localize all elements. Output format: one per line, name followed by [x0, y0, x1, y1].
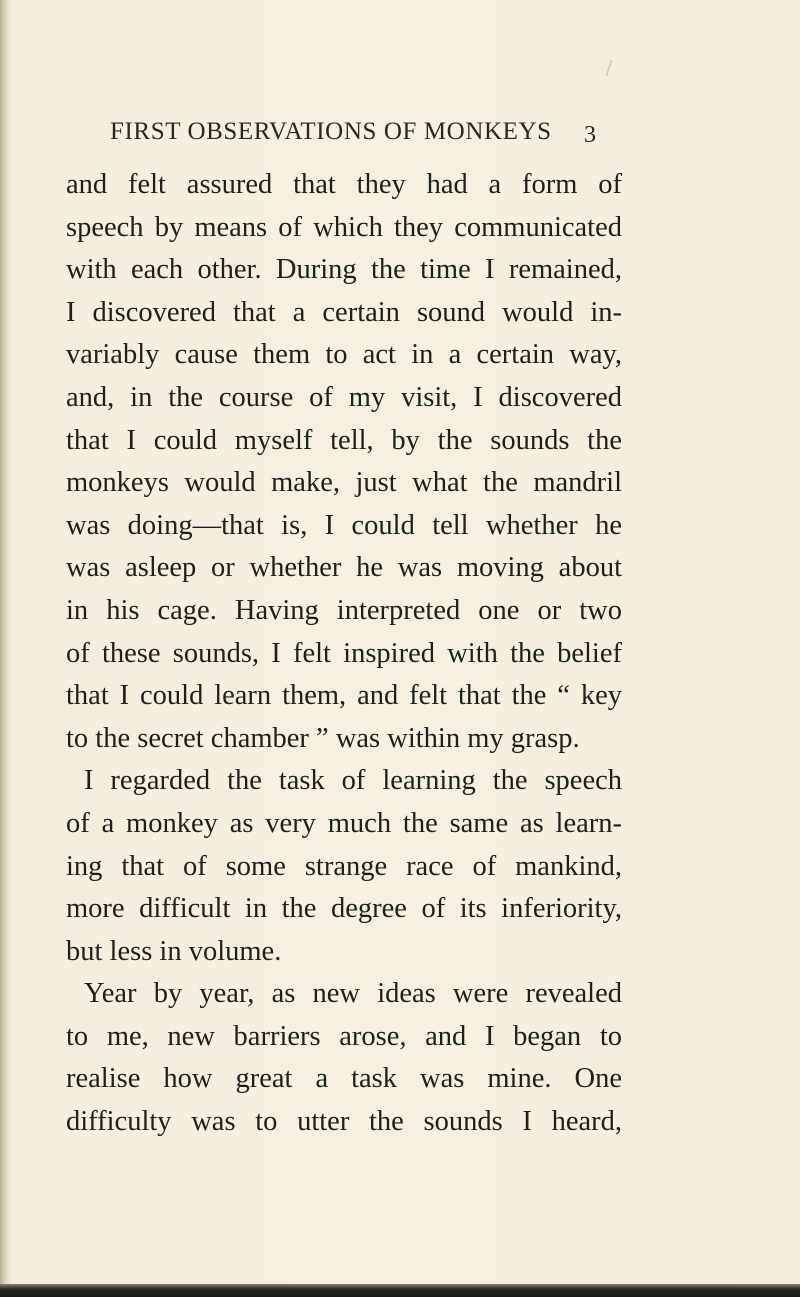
paragraph-end-line: but less in volume. [66, 935, 282, 967]
page-binding-edge [0, 0, 10, 1297]
paragraph-start-line: Year by year, as new ideas were revealed [84, 978, 622, 1010]
text-line: monkeys would make, just what the mandril [66, 467, 622, 499]
text-line: speech by means of which they communicated [66, 211, 622, 243]
paragraph-end-line: to the secret chamber ” was within my grasp. [66, 722, 580, 754]
page-bottom-edge [0, 1284, 800, 1297]
text-line: to me, new barriers arose, and I began to [66, 1020, 622, 1052]
text-line: ing that of some strange race of mankind, [66, 850, 622, 882]
text-line: that I could myself tell, by the sounds the [66, 424, 622, 456]
text-line: more difficult in the degree of its inferiority, [66, 893, 622, 925]
text-line: difficulty was to utter the sounds I heard, [66, 1106, 622, 1138]
paragraph-start-line: I regarded the task of learning the speech [84, 765, 622, 797]
text-line: realise how great a task was mine. One [66, 1063, 622, 1095]
text-line: of a monkey as very much the same as learn- [66, 807, 622, 839]
text-line: and, in the course of my visit, I discovered [66, 381, 622, 413]
text-line: variably cause them to act in a certain way, [66, 339, 622, 371]
text-line: in his cage. Having interpreted one or two [66, 594, 622, 626]
text-line: with each other. During the time I remained, [66, 254, 622, 286]
paper-mark [606, 60, 613, 76]
text-line: I discovered that a certain sound would in- [66, 296, 622, 328]
text-line: of these sounds, I felt inspired with the belief [66, 637, 622, 669]
running-header-title: FIRST OBSERVATIONS OF MONKEYS [110, 118, 552, 145]
text-line: was doing—that is, I could tell whether he [66, 509, 622, 541]
text-line: that I could learn them, and felt that the “ key [66, 680, 622, 712]
text-line: and felt assured that they had a form of [66, 169, 622, 200]
text-line: was asleep or whether he was moving about [66, 552, 622, 584]
body-text [66, 164, 622, 1144]
page-number: 3 [584, 122, 596, 148]
